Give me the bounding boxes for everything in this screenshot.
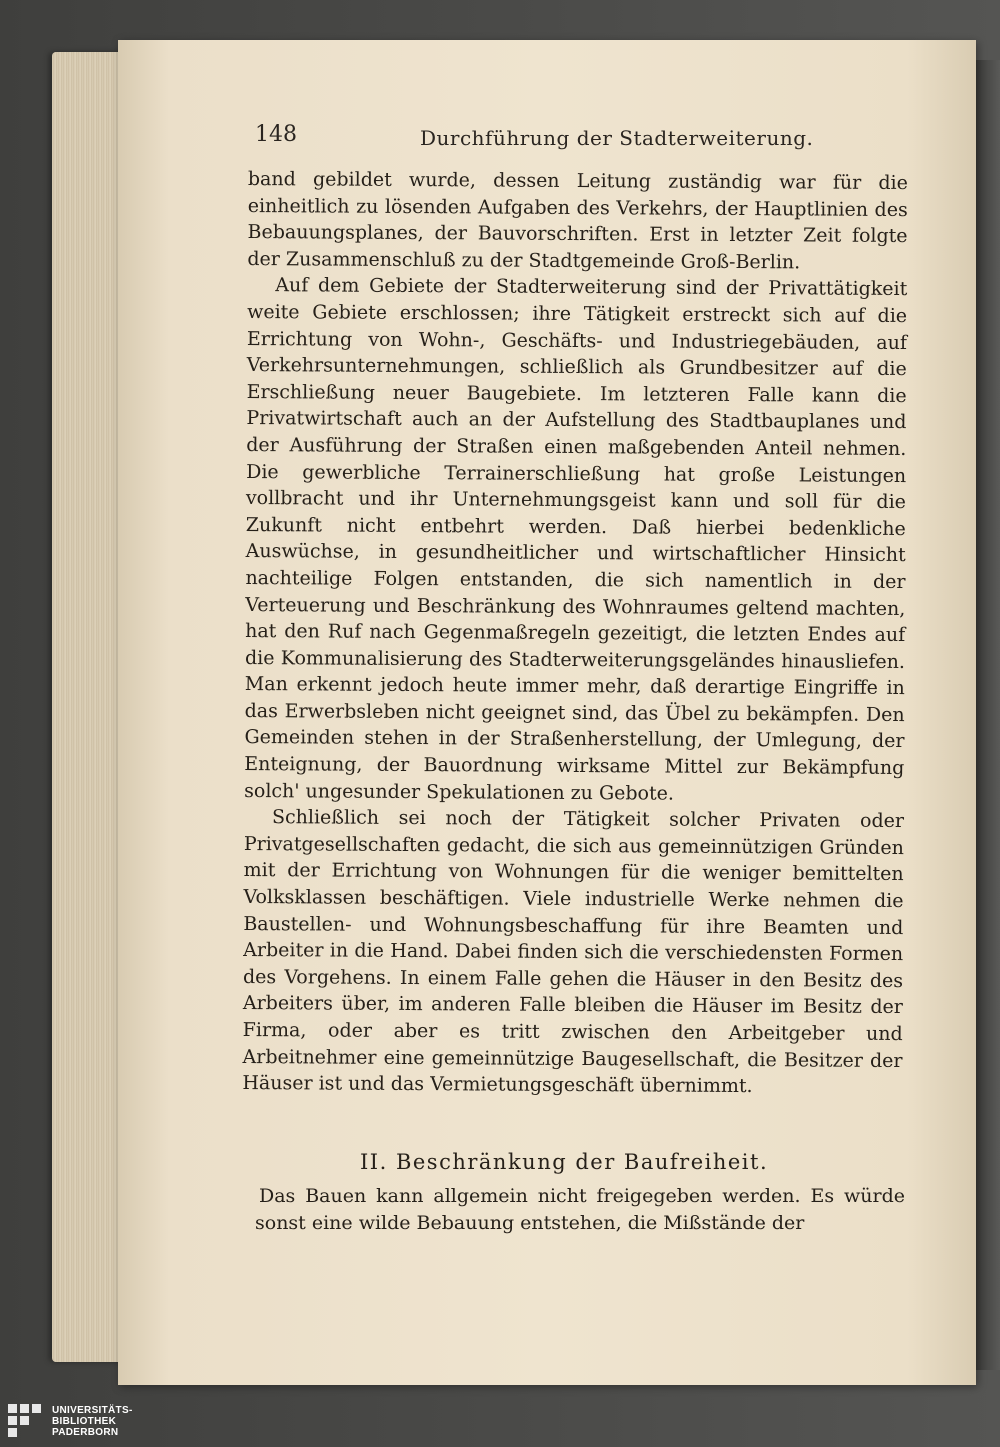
logo-line-1: UNIVERSITÄTS- (52, 1405, 133, 1416)
paragraph-3: Schließlich sei noch der Tätigkeit solcher Privaten oder Privatgesellschaften gedacht, die sich aus gemeinnützigen Gründen mit der Errichtung von Wohnungen für die weniger bemittelten Volksklassen beschäftigen. Viele industrielle Werke nehmen die Baustellen- und Wohnungsbeschaffung für ihre Beamten und Arbeiter in die Hand. Dabei finden sich die verschiedensten Formen des Vorgehens. In einem Falle gehen die Häuser in den Besitz des Arbeiters über, im anderen Falle bleiben die Häuser im Besitz der Firma, oder aber es tritt zwischen den Arbeitgeber und Arbeitnehmer eine gemeinnützige Baugesellschaft, die Besitzer der Häuser ist und das Vermietungsgeschäft übernimmt. (242, 806, 905, 1098)
section-heading: II. Beschränkung der Baufreiheit. (360, 1150, 769, 1174)
running-title: Durchführung der Stadterweiterung. (420, 126, 814, 150)
section-paragraph: Das Bauen kann allgemein nicht freigegeben werden. Es würde sonst eine wilde Bebauung entstehen, die Mißstände der (255, 1185, 905, 1234)
library-logo-text (52, 1405, 133, 1438)
logo-line-2: BIBLIOTHEK (52, 1416, 117, 1427)
body-text (242, 166, 908, 1101)
page-number: 148 (255, 122, 297, 147)
next-page-edge (975, 60, 1000, 1370)
page-header (255, 122, 915, 162)
logo-line-3: PADERBORN (52, 1427, 119, 1438)
library-logo-mark (8, 1402, 42, 1442)
paragraph-1: band gebildet wurde, dessen Leitung zuständig war für die einheitlich zu lösenden Aufgaben des Verkehrs, der Hauptlinien des Bebauungsplanes, der Bauvorschriften. Erst in letzter Zeit folgte der Zusammenschluß zu der Stadtgemeinde Groß-Berlin. (247, 167, 908, 274)
library-logo (0, 1396, 160, 1447)
section-body-text (255, 1183, 905, 1237)
paragraph-2: Auf dem Gebiete der Stadterweiterung sind der Privattätigkeit weite Gebiete erschlossen; ihre Tätigkeit erstreckt sich auf die Errichtung von Wohn-, Geschäfts- und Industriegebäuden, auf Verkehrsunternehmungen, schließlich als Grundbesitzer auf die Erschließung neuer Baugebiete. Im letzteren Falle kann die Privatwirtschaft auch an der Aufstellung des Stadtbauplanes und der Ausführung der Straßen einen maßgebenden Anteil nehmen. Die gewerbliche Terrainerschließung hat große Leistungen vollbracht und ihr Unternehmungsgeist kann und soll für die Zukunft nicht entbehrt werden. Daß hierbei bedenkliche Auswüchse, in gesundheitlicher und wirtschaftlicher Hinsicht nachteilige Folgen entstanden, die sich namentlich in der Verteuerung und Beschränkung des Wohnraumes geltend machten, hat den Ruf nach Gegenmaßregeln gezeitigt, die letzten Endes auf die Kommunalisierung des Stadterweiterungsgeländes hinausliefen. Man erkennt jedoch heute immer mehr, daß derartige Eingriffe in das Erwerbsleben nicht geeignet sind, das Übel zu bekämpfen. Den Gemeinden stehen in der Straßenherstellung, der Umlegung, der Enteignung, der Bauordnung wirksame Mittel zur Bekämpfung solch' ungesunder Spekulationen zu Gebote. (244, 274, 908, 805)
